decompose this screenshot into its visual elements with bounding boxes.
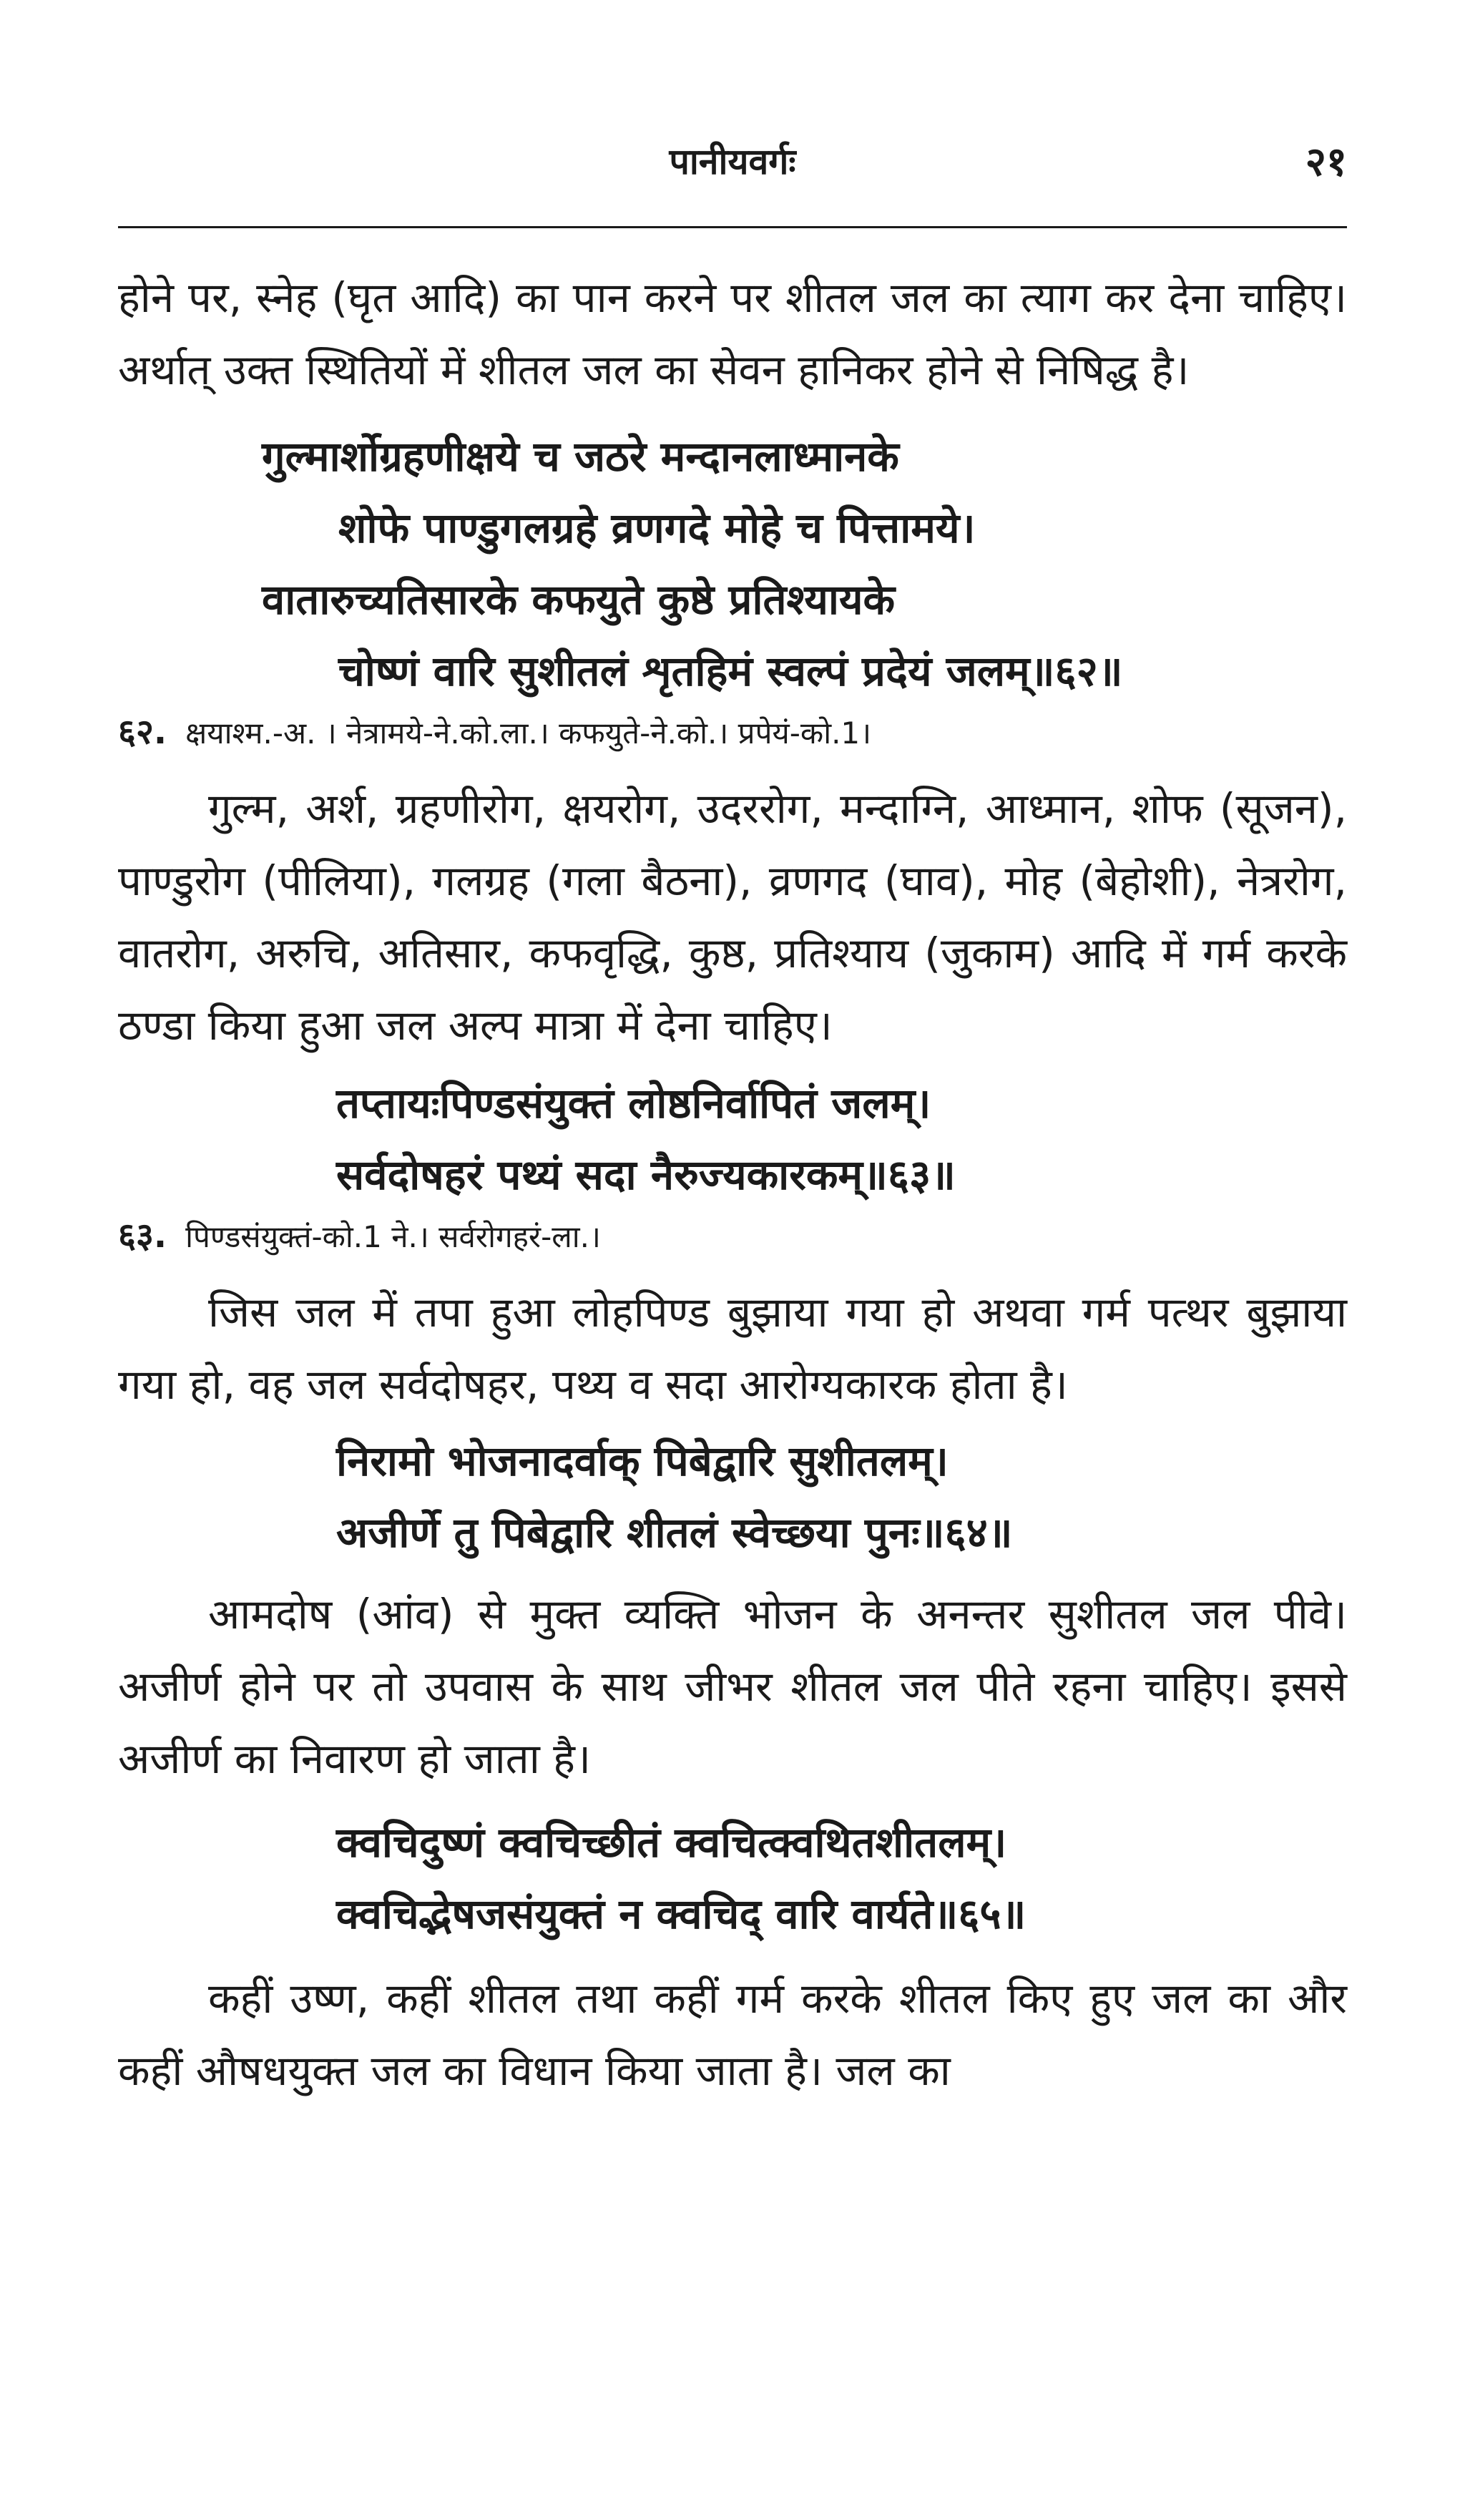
paragraph-65-explanation: कहीं उष्ण, कहीं शीतल तथा कहीं गर्म करके शीतल किए हुए जल का और कहीं औषधयुक्त जल का विधान किया जाता है। जल का — [118, 1974, 1347, 2095]
footnote-63-text: पिण्डसंयुक्तं-को.1 ने.। सर्वरोगहरं-ला.। — [185, 1219, 601, 1254]
verse-65 — [118, 1807, 1347, 1950]
verse-62-line-3: वातारुच्यतिसारके कफयुते कुष्ठे प्रतिश्यायके — [262, 575, 896, 624]
verse-62-line-1: गुल्मार्शोग्रहणीक्षये च जठरे मन्दानलाध्मानके — [262, 432, 899, 481]
verse-63-line-2: सर्वदोषहरं पथ्यं सदा नैरुज्यकारकम्॥६३॥ — [336, 1151, 956, 1199]
paragraph-62-explanation: गुल्म, अर्श, ग्रहणीरोग, क्षयरोग, उदररोग, मन्दाग्नि, आध्मान, शोफ (सूजन), पाण्डुरोग (पीलिया), गलग्रह (गला बैठना), व्रणगद (घाव), मोह (बेहोशी), नेत्ररोग, वातरोग, अरुचि, अतिसार, कफवृद्धि, कुष्ठ, प्रतिश्याय (जुकाम) आदि में गर्म करके ठण्डा किया हुआ जल अल्प मात्रा में देना चाहिए। — [118, 784, 1347, 1050]
running-header — [118, 0, 1347, 204]
verse-64-line-2: अजीर्णे तु पिबेद्वारि शीतलं स्वेच्छया पुनः॥६४॥ — [336, 1508, 1013, 1557]
footnote-62-number: ६२. — [118, 712, 167, 752]
page-content — [118, 262, 1347, 2107]
verse-64-line-1: निरामो भोजनादर्वाक् पिबेद्वारि सुशीतलम्। — [336, 1437, 949, 1485]
paragraph-continuation: होने पर, स्नेह (घृत आदि) का पान करने पर शीतल जल का त्याग कर देना चाहिए। अर्थात् उक्त स्थितियों में शीतल जल का सेवन हानिकर होने से निषिद्ध है। — [118, 273, 1347, 394]
paragraph-63-explanation: जिस जल में तपा हुआ लोहपिण्ड बुझाया गया हो अथवा गर्म पत्थर बुझाया गया हो, वह जल सर्वदोषहर, पथ्य व सदा आरोग्यकारक होता है। — [118, 1288, 1347, 1409]
footnote-63-number: ६३. — [118, 1216, 167, 1256]
verse-62-line-4: चोष्णं वारि सुशीतलं शृतहिमं स्वल्पं प्रदेयं जलम्॥६२॥ — [338, 647, 1123, 695]
verse-65-line-1: क्वचिदुष्णं क्वचिच्छीतं क्वचित्क्वथितशीतलम्। — [336, 1818, 1007, 1867]
footnote-62 — [118, 707, 1347, 758]
paragraph-64-explanation: आमदोष (आंव) से मुक्त व्यक्ति भोजन के अनन्तर सुशीतल जल पीवे। अजीर्ण होने पर तो उपवास के साथ जीभर शीतल जल पीते रहना चाहिए। इससे अजीर्ण का निवारण हो जाता है। — [118, 1590, 1347, 1783]
footnote-62-text: क्षयाश्म.-अ. । नेत्रामये-ने.को.ला.। कफयुते-ने.को.। प्रपेयं-को.1। — [185, 716, 872, 751]
header-rule — [118, 226, 1347, 228]
verse-65-line-2: क्वचिद्भेषजसंयुक्तं न क्वचिद् वारि वार्यते॥६५॥ — [336, 1890, 1027, 1938]
verse-63 — [118, 1068, 1347, 1211]
verse-62-line-2: शोफे पाण्डुगलग्रहे व्रणगदे मोहे च पित्तामये। — [338, 504, 976, 552]
book-page — [118, 0, 1347, 2095]
header-title: पानीयवर्गः — [669, 141, 796, 182]
verse-64 — [118, 1425, 1347, 1568]
page-number: २१ — [1305, 139, 1347, 185]
footnote-63 — [118, 1211, 1347, 1262]
verse-63-line-1: तप्तायःपिण्डसंयुक्तं लोष्ठनिर्वापितं जलम्। — [336, 1079, 931, 1128]
verse-62 — [118, 421, 1347, 707]
